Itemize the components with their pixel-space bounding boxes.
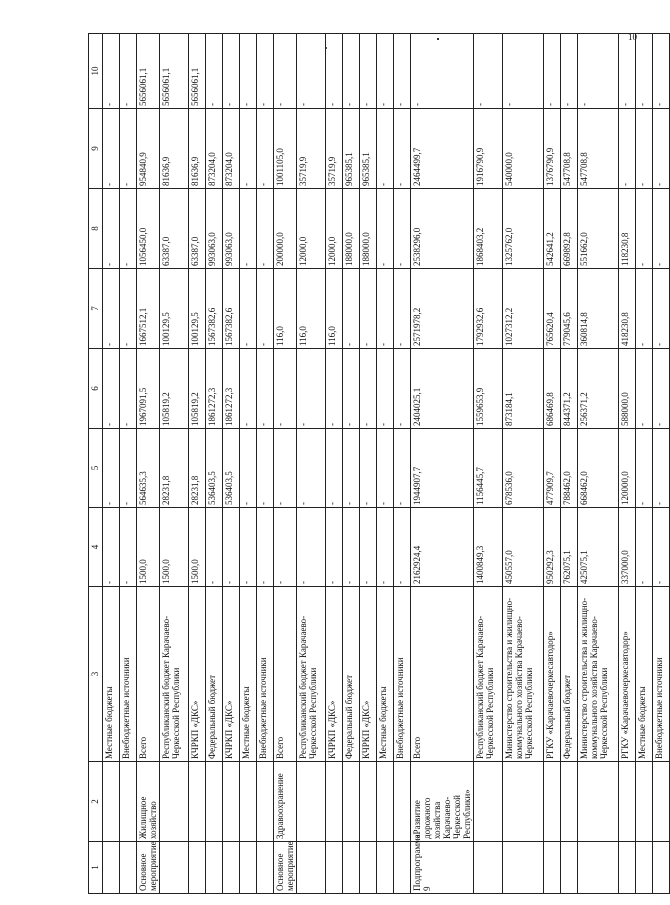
value-cell: - <box>103 189 120 269</box>
value-cell: - <box>360 349 377 429</box>
value-cell: 536403,5 <box>223 429 240 508</box>
table-row <box>326 34 343 894</box>
type-cell <box>257 842 274 894</box>
value-cell: - <box>240 349 257 429</box>
name-cell <box>636 762 653 842</box>
source-cell: Федеральный бюджет <box>343 587 360 762</box>
value-cell: - <box>103 269 120 349</box>
value-cell: 993063,0 <box>223 189 240 269</box>
value-cell: 5656061,1 <box>160 34 189 109</box>
value-cell: - <box>377 269 394 349</box>
table-row <box>636 34 653 894</box>
value-cell: 63387,0 <box>189 189 206 269</box>
value-cell: - <box>297 429 326 508</box>
value-cell: 28231,8 <box>160 429 189 508</box>
type-cell: Основное мероприятие <box>274 842 297 894</box>
value-cell: 35719,9 <box>297 109 326 189</box>
type-cell <box>544 842 561 894</box>
value-cell: 63387,0 <box>160 189 189 269</box>
value-cell: 188000,0 <box>360 189 377 269</box>
value-cell: - <box>274 508 297 587</box>
value-cell: - <box>394 349 411 429</box>
value-cell: 1868403,2 <box>474 189 503 269</box>
source-cell: Республиканский бюджет Карачаево-Черкесской Республики <box>474 587 503 762</box>
table-row <box>578 34 619 894</box>
value-cell: - <box>223 508 240 587</box>
value-cell: 1376790,9 <box>544 109 561 189</box>
value-cell: - <box>377 349 394 429</box>
source-cell: Всего <box>137 587 160 762</box>
value-cell: - <box>636 508 653 587</box>
name-cell <box>189 762 206 842</box>
value-cell: - <box>619 109 636 189</box>
budget-table <box>88 33 670 894</box>
name-cell <box>120 762 137 842</box>
value-cell: - <box>653 429 670 508</box>
column-header: 10 <box>89 34 103 109</box>
table-row <box>544 34 561 894</box>
name-cell <box>377 762 394 842</box>
value-cell: 105819,2 <box>160 349 189 429</box>
value-cell: 1861272,3 <box>223 349 240 429</box>
value-cell: 542641,2 <box>544 189 561 269</box>
value-cell: 669892,8 <box>561 189 578 269</box>
value-cell: - <box>120 189 137 269</box>
source-cell: Министерство строительства и жилищно-коммунального хозяйства Карачаево-Черкесской Республики <box>578 587 619 762</box>
value-cell: 1944907,7 <box>411 429 474 508</box>
value-cell: 105819,2 <box>189 349 206 429</box>
table-row <box>360 34 377 894</box>
source-cell: КЧРКП «ДКС» <box>326 587 343 762</box>
value-cell: - <box>103 349 120 429</box>
source-cell: Всего <box>411 587 474 762</box>
value-cell: 425075,1 <box>578 508 619 587</box>
value-cell: - <box>120 34 137 109</box>
value-cell: - <box>619 34 636 109</box>
column-header: 2 <box>89 762 103 842</box>
value-cell: - <box>257 109 274 189</box>
value-cell: 564635,3 <box>137 429 160 508</box>
value-cell: 547708,8 <box>578 109 619 189</box>
name-cell <box>297 762 326 842</box>
value-cell: - <box>326 34 343 109</box>
column-header: 7 <box>89 269 103 349</box>
source-cell: Федеральный бюджет <box>561 587 578 762</box>
column-header: 5 <box>89 429 103 508</box>
table-row <box>394 34 411 894</box>
type-cell <box>653 842 670 894</box>
value-cell: - <box>274 429 297 508</box>
value-cell: 200000,0 <box>274 189 297 269</box>
value-cell: 35719,9 <box>326 109 343 189</box>
value-cell: 1500,0 <box>189 508 206 587</box>
name-cell <box>160 762 189 842</box>
value-cell: 1667512,1 <box>137 269 160 349</box>
value-cell: - <box>377 508 394 587</box>
table-row <box>474 34 503 894</box>
value-cell: - <box>297 34 326 109</box>
value-cell: - <box>394 269 411 349</box>
value-cell: 116,0 <box>274 269 297 349</box>
value-cell: - <box>343 34 360 109</box>
value-cell: - <box>274 34 297 109</box>
value-cell: - <box>257 34 274 109</box>
table-row <box>137 34 160 894</box>
source-cell: Всего <box>274 587 297 762</box>
value-cell: - <box>343 349 360 429</box>
value-cell: 1027312,2 <box>503 269 544 349</box>
value-cell: - <box>636 269 653 349</box>
value-cell: 100129,5 <box>189 269 206 349</box>
type-cell <box>326 842 343 894</box>
column-header: 8 <box>89 189 103 269</box>
value-cell: - <box>297 508 326 587</box>
page-number: 10 <box>628 32 637 42</box>
value-cell: - <box>653 349 670 429</box>
value-cell: - <box>326 349 343 429</box>
column-header: 6 <box>89 349 103 429</box>
value-cell: 116,0 <box>326 269 343 349</box>
header-row <box>89 34 103 894</box>
table-row <box>561 34 578 894</box>
value-cell: 116,0 <box>297 269 326 349</box>
source-cell: Местные бюджеты <box>636 587 653 762</box>
name-cell <box>360 762 377 842</box>
value-cell: 1559653,9 <box>474 349 503 429</box>
column-header: 3 <box>89 587 103 762</box>
name-cell <box>503 762 544 842</box>
value-cell: 1001105,0 <box>274 109 297 189</box>
name-cell <box>206 762 223 842</box>
source-cell: Внебюджетные источники <box>394 587 411 762</box>
value-cell: 1156445,7 <box>474 429 503 508</box>
type-cell: Основное мероприятие <box>137 842 160 894</box>
value-cell: 2571978,2 <box>411 269 474 349</box>
value-cell: 1567382,6 <box>206 269 223 349</box>
value-cell: - <box>360 429 377 508</box>
value-cell: 873204,0 <box>223 109 240 189</box>
value-cell: 965385,1 <box>343 109 360 189</box>
value-cell: - <box>394 508 411 587</box>
value-cell: 256371,2 <box>578 349 619 429</box>
source-cell: Внебюджетные источники <box>653 587 670 762</box>
source-cell: РГКУ «Карачаевочеркесавтодор» <box>619 587 636 762</box>
value-cell: - <box>377 109 394 189</box>
value-cell: 337000,0 <box>619 508 636 587</box>
value-cell: - <box>653 34 670 109</box>
type-cell: Подпрограмма 9 <box>411 842 474 894</box>
value-cell: - <box>103 429 120 508</box>
value-cell: - <box>206 34 223 109</box>
type-cell <box>297 842 326 894</box>
source-cell: Внебюджетные источники <box>257 587 274 762</box>
value-cell: 668462,0 <box>578 429 619 508</box>
value-cell: - <box>240 109 257 189</box>
name-cell <box>223 762 240 842</box>
value-cell: 678536,0 <box>503 429 544 508</box>
type-cell <box>103 842 120 894</box>
value-cell: - <box>240 189 257 269</box>
source-cell: КЧРКП «ДКС» <box>223 587 240 762</box>
source-cell: РГКУ «Карачаевочеркесавтодор» <box>544 587 561 762</box>
table-row <box>103 34 120 894</box>
value-cell: - <box>120 109 137 189</box>
type-cell <box>206 842 223 894</box>
type-cell <box>619 842 636 894</box>
table-row <box>619 34 636 894</box>
value-cell: - <box>411 34 474 109</box>
value-cell: 2464499,7 <box>411 109 474 189</box>
value-cell: 1500,0 <box>160 508 189 587</box>
value-cell: 540000,0 <box>503 109 544 189</box>
name-cell <box>394 762 411 842</box>
source-cell: Внебюджетные источники <box>120 587 137 762</box>
name-cell <box>103 762 120 842</box>
value-cell: - <box>360 269 377 349</box>
value-cell: 965385,1 <box>360 109 377 189</box>
value-cell: - <box>377 189 394 269</box>
value-cell: 844371,2 <box>561 349 578 429</box>
value-cell: 950292,3 <box>544 508 561 587</box>
value-cell: 2162924,4 <box>411 508 474 587</box>
type-cell <box>377 842 394 894</box>
value-cell: - <box>503 34 544 109</box>
source-cell: Министерство строительства и жилищно-коммунального хозяйства Карачаево-Черкесской Республики <box>503 587 544 762</box>
value-cell: - <box>636 429 653 508</box>
value-cell: - <box>120 429 137 508</box>
value-cell: - <box>326 429 343 508</box>
value-cell: 551662,0 <box>578 189 619 269</box>
value-cell: - <box>360 34 377 109</box>
type-cell <box>394 842 411 894</box>
type-cell <box>360 842 377 894</box>
value-cell: - <box>257 429 274 508</box>
value-cell: - <box>240 269 257 349</box>
value-cell: 1861272,3 <box>206 349 223 429</box>
type-cell <box>578 842 619 894</box>
value-cell: - <box>257 189 274 269</box>
table-row <box>160 34 189 894</box>
name-cell <box>474 762 503 842</box>
rotated-table-container <box>88 34 664 894</box>
source-cell: Федеральный бюджет <box>206 587 223 762</box>
value-cell: - <box>394 189 411 269</box>
type-cell <box>160 842 189 894</box>
value-cell: 873184,1 <box>503 349 544 429</box>
value-cell: - <box>103 109 120 189</box>
value-cell: 993063,0 <box>206 189 223 269</box>
value-cell: - <box>544 34 561 109</box>
table-row <box>274 34 297 894</box>
value-cell: - <box>394 429 411 508</box>
value-cell: 81636,9 <box>160 109 189 189</box>
name-cell <box>544 762 561 842</box>
value-cell: - <box>326 508 343 587</box>
value-cell: 1916790,9 <box>474 109 503 189</box>
value-cell: - <box>636 349 653 429</box>
value-cell: 1325762,0 <box>503 189 544 269</box>
value-cell: 588000,0 <box>619 349 636 429</box>
value-cell: 1567382,6 <box>223 269 240 349</box>
column-header: 4 <box>89 508 103 587</box>
table-row <box>120 34 137 894</box>
value-cell: 1400849,3 <box>474 508 503 587</box>
type-cell <box>636 842 653 894</box>
type-cell <box>223 842 240 894</box>
value-cell: - <box>653 109 670 189</box>
value-cell: - <box>636 109 653 189</box>
source-cell: Местные бюджеты <box>377 587 394 762</box>
type-cell <box>503 842 544 894</box>
value-cell: 2538296,0 <box>411 189 474 269</box>
value-cell: 762075,1 <box>561 508 578 587</box>
value-cell: - <box>343 508 360 587</box>
type-cell <box>120 842 137 894</box>
value-cell: 100129,5 <box>160 269 189 349</box>
value-cell: - <box>297 349 326 429</box>
value-cell: - <box>120 508 137 587</box>
value-cell: - <box>257 269 274 349</box>
value-cell: - <box>274 349 297 429</box>
value-cell: 765620,4 <box>544 269 561 349</box>
value-cell: 450557,0 <box>503 508 544 587</box>
value-cell: - <box>206 508 223 587</box>
type-cell <box>240 842 257 894</box>
value-cell: 788462,0 <box>561 429 578 508</box>
name-cell <box>578 762 619 842</box>
value-cell: 12000,0 <box>297 189 326 269</box>
value-cell: - <box>343 429 360 508</box>
table-row <box>206 34 223 894</box>
table-row <box>189 34 206 894</box>
value-cell: 118230,8 <box>619 189 636 269</box>
value-cell: - <box>240 508 257 587</box>
column-header: 9 <box>89 109 103 189</box>
table-row <box>240 34 257 894</box>
type-cell <box>561 842 578 894</box>
value-cell: 1056450,0 <box>137 189 160 269</box>
type-cell <box>343 842 360 894</box>
value-cell: - <box>394 109 411 189</box>
value-cell: 954840,9 <box>137 109 160 189</box>
value-cell: 418230,8 <box>619 269 636 349</box>
value-cell: 686469,8 <box>544 349 561 429</box>
value-cell: 873204,0 <box>206 109 223 189</box>
value-cell: 360814,8 <box>578 269 619 349</box>
value-cell: - <box>377 34 394 109</box>
value-cell: 28231,8 <box>189 429 206 508</box>
value-cell: - <box>257 508 274 587</box>
type-cell <box>474 842 503 894</box>
name-cell <box>240 762 257 842</box>
value-cell: 1500,0 <box>137 508 160 587</box>
value-cell: - <box>240 429 257 508</box>
value-cell: - <box>377 429 394 508</box>
name-cell: «Развитие дорожного хозяйства Карачаево-Черкесской Республики» <box>411 762 474 842</box>
table-row <box>223 34 240 894</box>
value-cell: 477909,7 <box>544 429 561 508</box>
source-cell: Республиканский бюджет Карачаево-Черкесской Республики <box>160 587 189 762</box>
table-row <box>297 34 326 894</box>
type-cell <box>189 842 206 894</box>
value-cell: 1792932,6 <box>474 269 503 349</box>
value-cell: 779045,6 <box>561 269 578 349</box>
value-cell: 120000,0 <box>619 429 636 508</box>
table-row <box>503 34 544 894</box>
table-row <box>343 34 360 894</box>
value-cell: - <box>103 508 120 587</box>
value-cell: 5656061,1 <box>137 34 160 109</box>
value-cell: 81636,9 <box>189 109 206 189</box>
value-cell: - <box>240 34 257 109</box>
table-row <box>377 34 394 894</box>
name-cell <box>619 762 636 842</box>
name-cell <box>326 762 343 842</box>
value-cell: - <box>394 34 411 109</box>
value-cell: 5656061,1 <box>189 34 206 109</box>
value-cell: 12000,0 <box>326 189 343 269</box>
table-row <box>257 34 274 894</box>
source-cell: КЧРКП «ДКС» <box>360 587 377 762</box>
value-cell: - <box>578 34 619 109</box>
value-cell: - <box>223 34 240 109</box>
value-cell: - <box>343 269 360 349</box>
source-cell: Местные бюджеты <box>103 587 120 762</box>
value-cell: - <box>653 189 670 269</box>
name-cell <box>653 762 670 842</box>
table-row <box>411 34 474 894</box>
name-cell <box>561 762 578 842</box>
name-cell <box>343 762 360 842</box>
name-cell <box>257 762 274 842</box>
value-cell: 1967091,5 <box>137 349 160 429</box>
value-cell: - <box>653 269 670 349</box>
value-cell: - <box>474 34 503 109</box>
value-cell: - <box>103 34 120 109</box>
value-cell: - <box>653 508 670 587</box>
value-cell: - <box>636 34 653 109</box>
name-cell: Здравоохранение <box>274 762 297 842</box>
source-cell: Местные бюджеты <box>240 587 257 762</box>
value-cell: - <box>636 189 653 269</box>
column-header: 1 <box>89 842 103 894</box>
value-cell: - <box>120 269 137 349</box>
source-cell: Республиканский бюджет Карачаево-Черкесской Республики <box>297 587 326 762</box>
value-cell: - <box>360 508 377 587</box>
value-cell: - <box>561 34 578 109</box>
value-cell: 547708,8 <box>561 109 578 189</box>
value-cell: - <box>257 349 274 429</box>
source-cell: КЧРКП «ДКС» <box>189 587 206 762</box>
value-cell: 536403,5 <box>206 429 223 508</box>
value-cell: 2404025,1 <box>411 349 474 429</box>
table-row <box>653 34 670 894</box>
name-cell: Жилищное хозяйство <box>137 762 160 842</box>
value-cell: 188000,0 <box>343 189 360 269</box>
value-cell: - <box>120 349 137 429</box>
